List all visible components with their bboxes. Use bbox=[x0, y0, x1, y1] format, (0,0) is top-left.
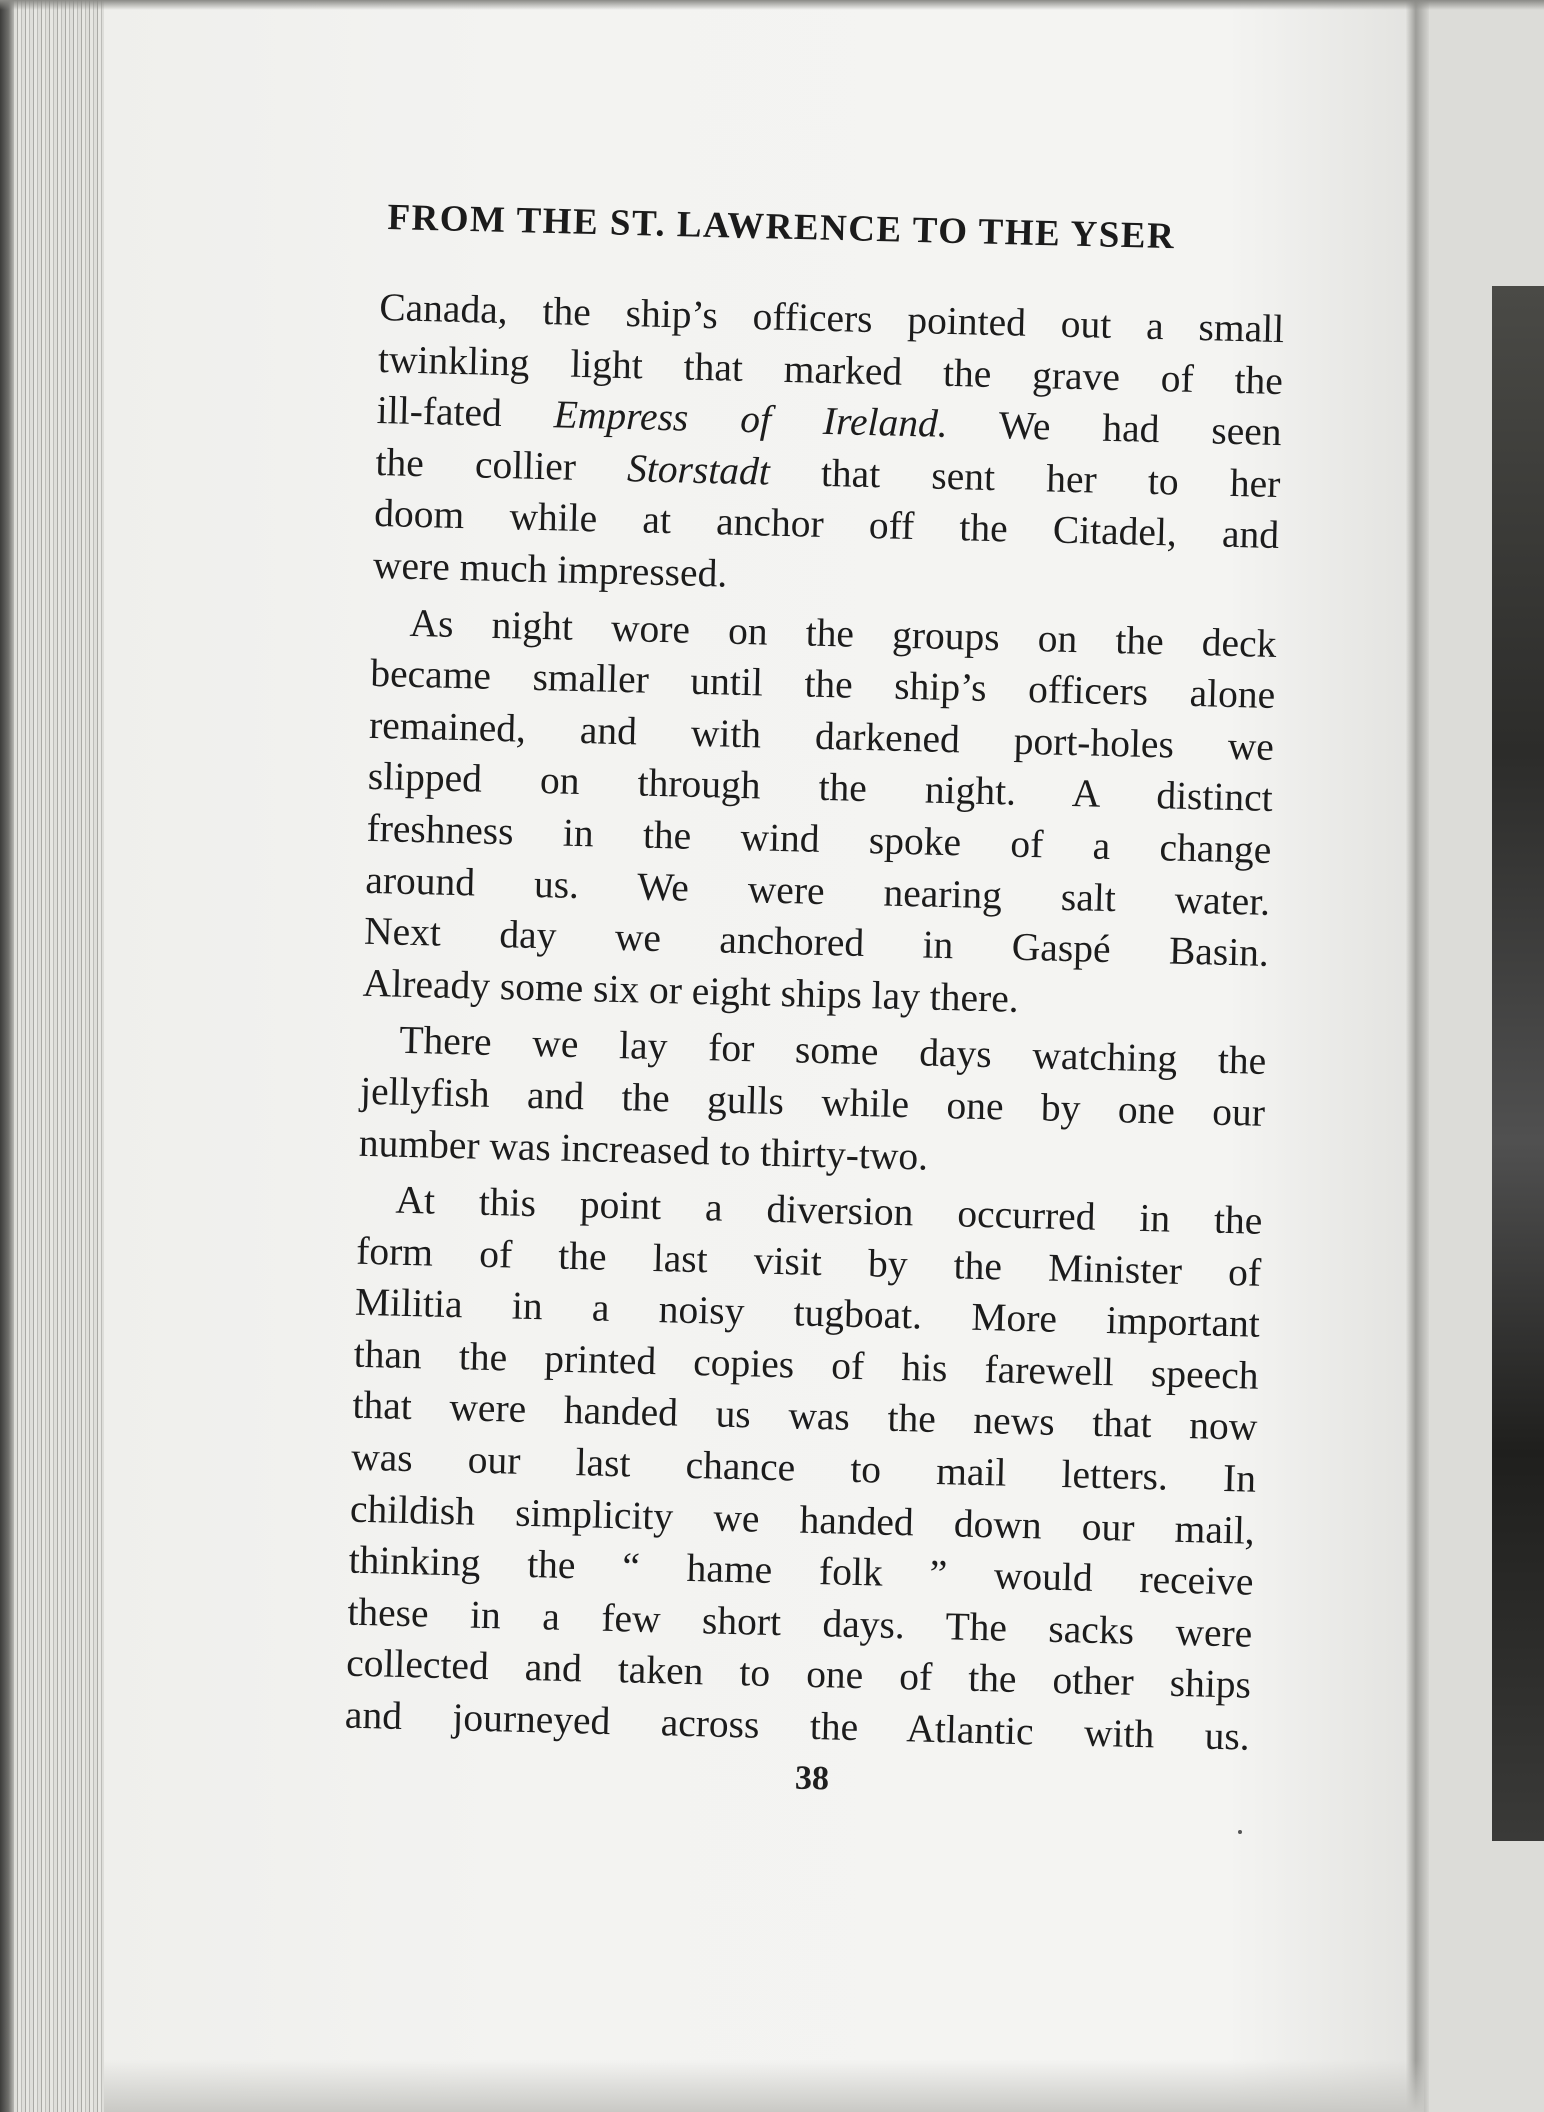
text-run: thinking the “ hame folk ” would receive bbox=[348, 1537, 1255, 1604]
text-run: became smaller until the ship’s officers alone bbox=[369, 651, 1276, 718]
book-gutter bbox=[1405, 0, 1429, 2112]
text-run: than the printed copies of his farewell speech bbox=[353, 1331, 1260, 1398]
text-run: ill-fated bbox=[376, 388, 555, 437]
text-run: remained, and with darkened port-holes we bbox=[368, 702, 1275, 769]
text-run: around us. We were nearing salt water. bbox=[364, 857, 1271, 924]
text-run: slipped on through the night. A distinct bbox=[367, 754, 1274, 821]
text-run: the collier bbox=[375, 439, 628, 490]
text-run: that were handed us was the news that now bbox=[352, 1383, 1258, 1450]
text-run: We had seen bbox=[947, 402, 1283, 455]
page-number: 38 bbox=[794, 1759, 830, 1798]
italic-title: Empress of Ireland. bbox=[553, 392, 949, 447]
paper-speck bbox=[1238, 1830, 1242, 1834]
text-run: freshness in the wind spoke of a change bbox=[366, 805, 1272, 872]
page-edges bbox=[14, 0, 114, 2112]
text-run: There we lay for some days watching the bbox=[398, 1018, 1267, 1084]
text-run: form of the last visit by the Minister of bbox=[355, 1228, 1262, 1295]
text-run: Canada, the ship’s officers pointed out a small bbox=[378, 284, 1285, 352]
text-run: As night wore on the groups on the deck bbox=[409, 600, 1277, 666]
text-run: childish simplicity we handed down our mail, bbox=[349, 1486, 1256, 1553]
page-bottom-edge bbox=[104, 2060, 1424, 2112]
text-run: number was increased to thirty-two. bbox=[358, 1120, 929, 1179]
text-run: was our last chance to mail letters. In bbox=[350, 1434, 1257, 1501]
text-run: twinkling light that marked the grave of the bbox=[377, 336, 1284, 403]
text-run: that sent her to her bbox=[769, 449, 1281, 506]
top-shadow bbox=[0, 0, 1544, 10]
text-run: Already some six or eight ships lay there. bbox=[362, 960, 1020, 1021]
text-run: jellyfish and the gulls while one by one our bbox=[359, 1068, 1266, 1135]
running-head: FROM THE ST. LAWRENCE TO THE YSER bbox=[386, 196, 1176, 258]
text-run: these in a few short days. The sacks were bbox=[346, 1589, 1253, 1656]
text-run: and journeyed across the Atlantic with us. bbox=[344, 1692, 1251, 1759]
italic-title: Storstadt bbox=[626, 445, 771, 494]
text-run: Militia in a noisy tugboat. More important bbox=[354, 1279, 1261, 1347]
text-run: At this point a diversion occurred in the bbox=[395, 1177, 1263, 1243]
facing-page-photo bbox=[1492, 286, 1544, 1841]
text-run: were much impressed. bbox=[372, 542, 728, 596]
text-run: doom while at anchor off the Citadel, and bbox=[373, 491, 1280, 558]
text-run: collected and taken to one of the other ships bbox=[345, 1641, 1252, 1708]
binding-shadow bbox=[0, 0, 14, 2112]
text-run: Next day we anchored in Gaspé Basin. bbox=[363, 908, 1270, 976]
body-text bbox=[344, 282, 1284, 1763]
